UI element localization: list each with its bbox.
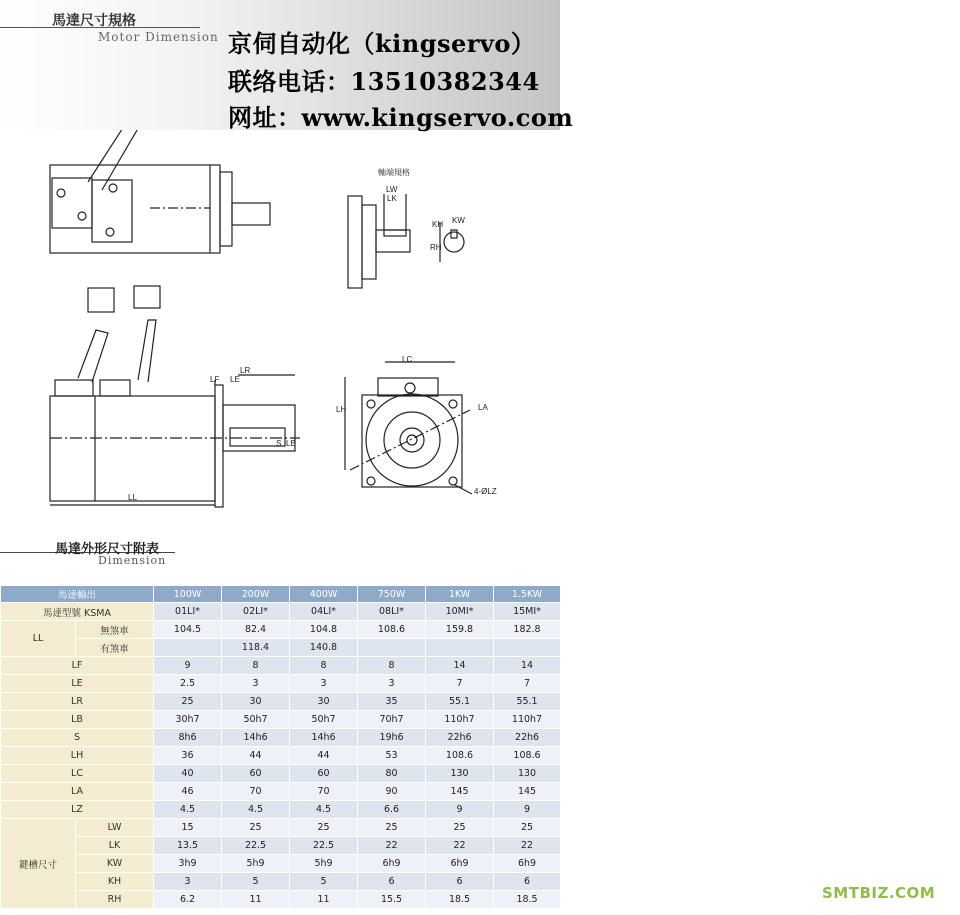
table-cell: 108.6 (426, 747, 494, 765)
table-cell: 53 (358, 747, 426, 765)
table-cell: 6h9 (494, 855, 561, 873)
label-ll: LL (128, 493, 137, 502)
table-cell: 15 (154, 819, 222, 837)
table-cell: 2.5 (154, 675, 222, 693)
table-cell: 08LI* (358, 603, 426, 621)
label-shaft-spec: 軸端規格 (378, 168, 410, 177)
row-label: LH (1, 747, 154, 765)
table-row (1, 873, 561, 891)
table-cell: 22.5 (222, 837, 290, 855)
shaft-spec-view (348, 194, 464, 288)
label-lk: LK (387, 194, 397, 203)
table-cell: 22h6 (426, 729, 494, 747)
table-cell: 70 (290, 783, 358, 801)
row-label: LA (1, 783, 154, 801)
table-cell: 70 (222, 783, 290, 801)
table-row (1, 801, 561, 819)
table-cell: 118.4 (222, 639, 290, 657)
label-la: LA (478, 403, 488, 412)
table-cell: 25 (222, 819, 290, 837)
table-cell: 55.1 (494, 693, 561, 711)
table-cell: 22 (426, 837, 494, 855)
table-cell: 6 (358, 873, 426, 891)
table-cell: 40 (154, 765, 222, 783)
table-cell: 145 (494, 783, 561, 801)
table-cell: 11 (222, 891, 290, 909)
row-label: LF (1, 657, 154, 675)
table-cell: 5h9 (290, 855, 358, 873)
watermark: SMTBIZ.COM (822, 884, 936, 902)
table-cell: 3 (358, 675, 426, 693)
label-le: LE (230, 375, 240, 384)
table-cell: 04LI* (290, 603, 358, 621)
row-label-model: 馬達型號 KSMA (1, 603, 154, 621)
table-cell: 36 (154, 747, 222, 765)
table-cell: 70h7 (358, 711, 426, 729)
dimension-title-en: Dimension (98, 554, 167, 567)
label-lb: LB (286, 439, 296, 448)
table-cell: 140.8 (290, 639, 358, 657)
table-cell: 9 (494, 801, 561, 819)
row-label: LC (1, 765, 154, 783)
table-row (1, 855, 561, 873)
dimension-table (0, 585, 561, 909)
table-cell: 5 (222, 873, 290, 891)
table-cell: 3 (154, 873, 222, 891)
table-cell: 7 (426, 675, 494, 693)
dimension-title-cn: 馬達外形尺寸附表 (55, 542, 160, 557)
table-cell: 6.2 (154, 891, 222, 909)
table-cell: 15.5 (358, 891, 426, 909)
table-cell: 130 (426, 765, 494, 783)
table-cell: 30 (222, 693, 290, 711)
table-cell: 19h6 (358, 729, 426, 747)
header-200w: 200W (222, 586, 290, 603)
table-cell: 44 (222, 747, 290, 765)
table-cell: 9 (154, 657, 222, 675)
motor-front-view (345, 362, 472, 494)
row-label: S (1, 729, 154, 747)
table-cell: 13.5 (154, 837, 222, 855)
table-cell: 90 (358, 783, 426, 801)
table-cell: 35 (358, 693, 426, 711)
table-cell: 25 (494, 819, 561, 837)
table-cell: 46 (154, 783, 222, 801)
table-row (1, 675, 561, 693)
table-cell (494, 639, 561, 657)
table-cell: 4.5 (290, 801, 358, 819)
row-sublabel: KH (76, 873, 154, 891)
table-cell: 110h7 (494, 711, 561, 729)
table-row (1, 657, 561, 675)
table-cell: 6h9 (426, 855, 494, 873)
table-cell: 80 (358, 765, 426, 783)
company-phone: 联络电话：13510382344 (228, 67, 540, 96)
table-cell: 25 (154, 693, 222, 711)
table-cell: 104.8 (290, 621, 358, 639)
header-1-5kw: 1.5KW (494, 586, 561, 603)
table-cell: 6 (426, 873, 494, 891)
row-sublabel: 無煞車 (76, 621, 154, 639)
label-kh: KH (432, 220, 444, 229)
table-cell (154, 639, 222, 657)
key-rows (1, 819, 561, 909)
header-400w: 400W (290, 586, 358, 603)
table-cell: 3 (290, 675, 358, 693)
header-1kw: 1KW (426, 586, 494, 603)
table-cell: 18.5 (426, 891, 494, 909)
table-row (1, 621, 561, 639)
table-cell: 55.1 (426, 693, 494, 711)
row-label: LE (1, 675, 154, 693)
table-row (1, 693, 561, 711)
table-cell: 4.5 (154, 801, 222, 819)
label-lz: 4-ØLZ (474, 487, 497, 496)
table-cell: 6.6 (358, 801, 426, 819)
table-cell: 108.6 (494, 747, 561, 765)
table-cell: 18.5 (494, 891, 561, 909)
table-cell: 25 (358, 819, 426, 837)
table-cell: 130 (494, 765, 561, 783)
table-cell: 3h9 (154, 855, 222, 873)
company-website[interactable]: 网址：www.kingservo.com (228, 103, 574, 132)
label-lr: LR (240, 366, 251, 375)
table-cell: 4.5 (222, 801, 290, 819)
table-cell: 104.5 (154, 621, 222, 639)
table-cell: 6 (494, 873, 561, 891)
table-cell: 30h7 (154, 711, 222, 729)
table-cell: 01LI* (154, 603, 222, 621)
table-cell: 14 (426, 657, 494, 675)
row-sublabel: RH (76, 891, 154, 909)
table-cell: 8h6 (154, 729, 222, 747)
row-sublabel: KW (76, 855, 154, 873)
table-cell: 22.5 (290, 837, 358, 855)
table-cell: 5h9 (222, 855, 290, 873)
table-cell: 44 (290, 747, 358, 765)
label-lf: LF (210, 375, 220, 384)
table-cell: 50h7 (290, 711, 358, 729)
label-rh: RH (430, 243, 442, 252)
table-cell: 60 (222, 765, 290, 783)
table-row (1, 603, 561, 621)
row-label: LR (1, 693, 154, 711)
table-cell: 50h7 (222, 711, 290, 729)
label-kw: KW (452, 216, 465, 225)
table-cell: 145 (426, 783, 494, 801)
table-cell: 30 (290, 693, 358, 711)
label-lc: LC (402, 355, 413, 364)
row-sublabel: 有煞車 (76, 639, 154, 657)
table-cell: 8 (222, 657, 290, 675)
row-label-ll: LL (1, 621, 76, 657)
section-title-cn: 馬達尺寸規格 (52, 13, 136, 29)
table-cell: 25 (290, 819, 358, 837)
table-cell: 22 (358, 837, 426, 855)
row-label: LB (1, 711, 154, 729)
row-sublabel: LK (76, 837, 154, 855)
table-cell: 02LI* (222, 603, 290, 621)
company-name: 京伺自动化（kingservo） (228, 29, 536, 58)
row-label-key-group: 鍵槽尺寸 (1, 819, 76, 909)
table-row (1, 639, 561, 657)
table-cell: 3 (222, 675, 290, 693)
table-row (1, 783, 561, 801)
table-cell: 14 (494, 657, 561, 675)
table-row (1, 819, 561, 837)
table-cell: 22 (494, 837, 561, 855)
table-header-row (1, 586, 561, 603)
simple-rows (1, 657, 561, 819)
header-output: 馬達輸出 (1, 586, 154, 603)
table-cell: 8 (290, 657, 358, 675)
table-row (1, 747, 561, 765)
table-cell: 82.4 (222, 621, 290, 639)
row-sublabel: LW (76, 819, 154, 837)
table-cell: 25 (426, 819, 494, 837)
table-cell (426, 639, 494, 657)
motor-side-view-top (50, 130, 270, 253)
table-cell: 7 (494, 675, 561, 693)
table-row (1, 837, 561, 855)
table-cell: 22h6 (494, 729, 561, 747)
section-title-en: Motor Dimension (98, 30, 219, 44)
table-cell: 14h6 (222, 729, 290, 747)
table-cell: 8 (358, 657, 426, 675)
table-cell: 110h7 (426, 711, 494, 729)
table-row (1, 765, 561, 783)
table-cell: 14h6 (290, 729, 358, 747)
table-row (1, 891, 561, 909)
table-cell (358, 639, 426, 657)
label-lh: LH (336, 405, 347, 414)
table-cell: 5 (290, 873, 358, 891)
label-s: S (276, 439, 282, 448)
motor-side-view-bottom (50, 286, 300, 507)
table-cell: 11 (290, 891, 358, 909)
motor-dimension-drawing (0, 130, 560, 530)
table-cell: 10MI* (426, 603, 494, 621)
table-cell: 15MI* (494, 603, 561, 621)
table-cell: 182.8 (494, 621, 561, 639)
header-750w: 750W (358, 586, 426, 603)
table-cell: 108.6 (358, 621, 426, 639)
header-100w: 100W (154, 586, 222, 603)
table-row (1, 729, 561, 747)
table-row (1, 711, 561, 729)
table-cell: 159.8 (426, 621, 494, 639)
table-cell: 60 (290, 765, 358, 783)
label-lw: LW (386, 185, 398, 194)
table-cell: 6h9 (358, 855, 426, 873)
table-cell: 9 (426, 801, 494, 819)
row-label: LZ (1, 801, 154, 819)
